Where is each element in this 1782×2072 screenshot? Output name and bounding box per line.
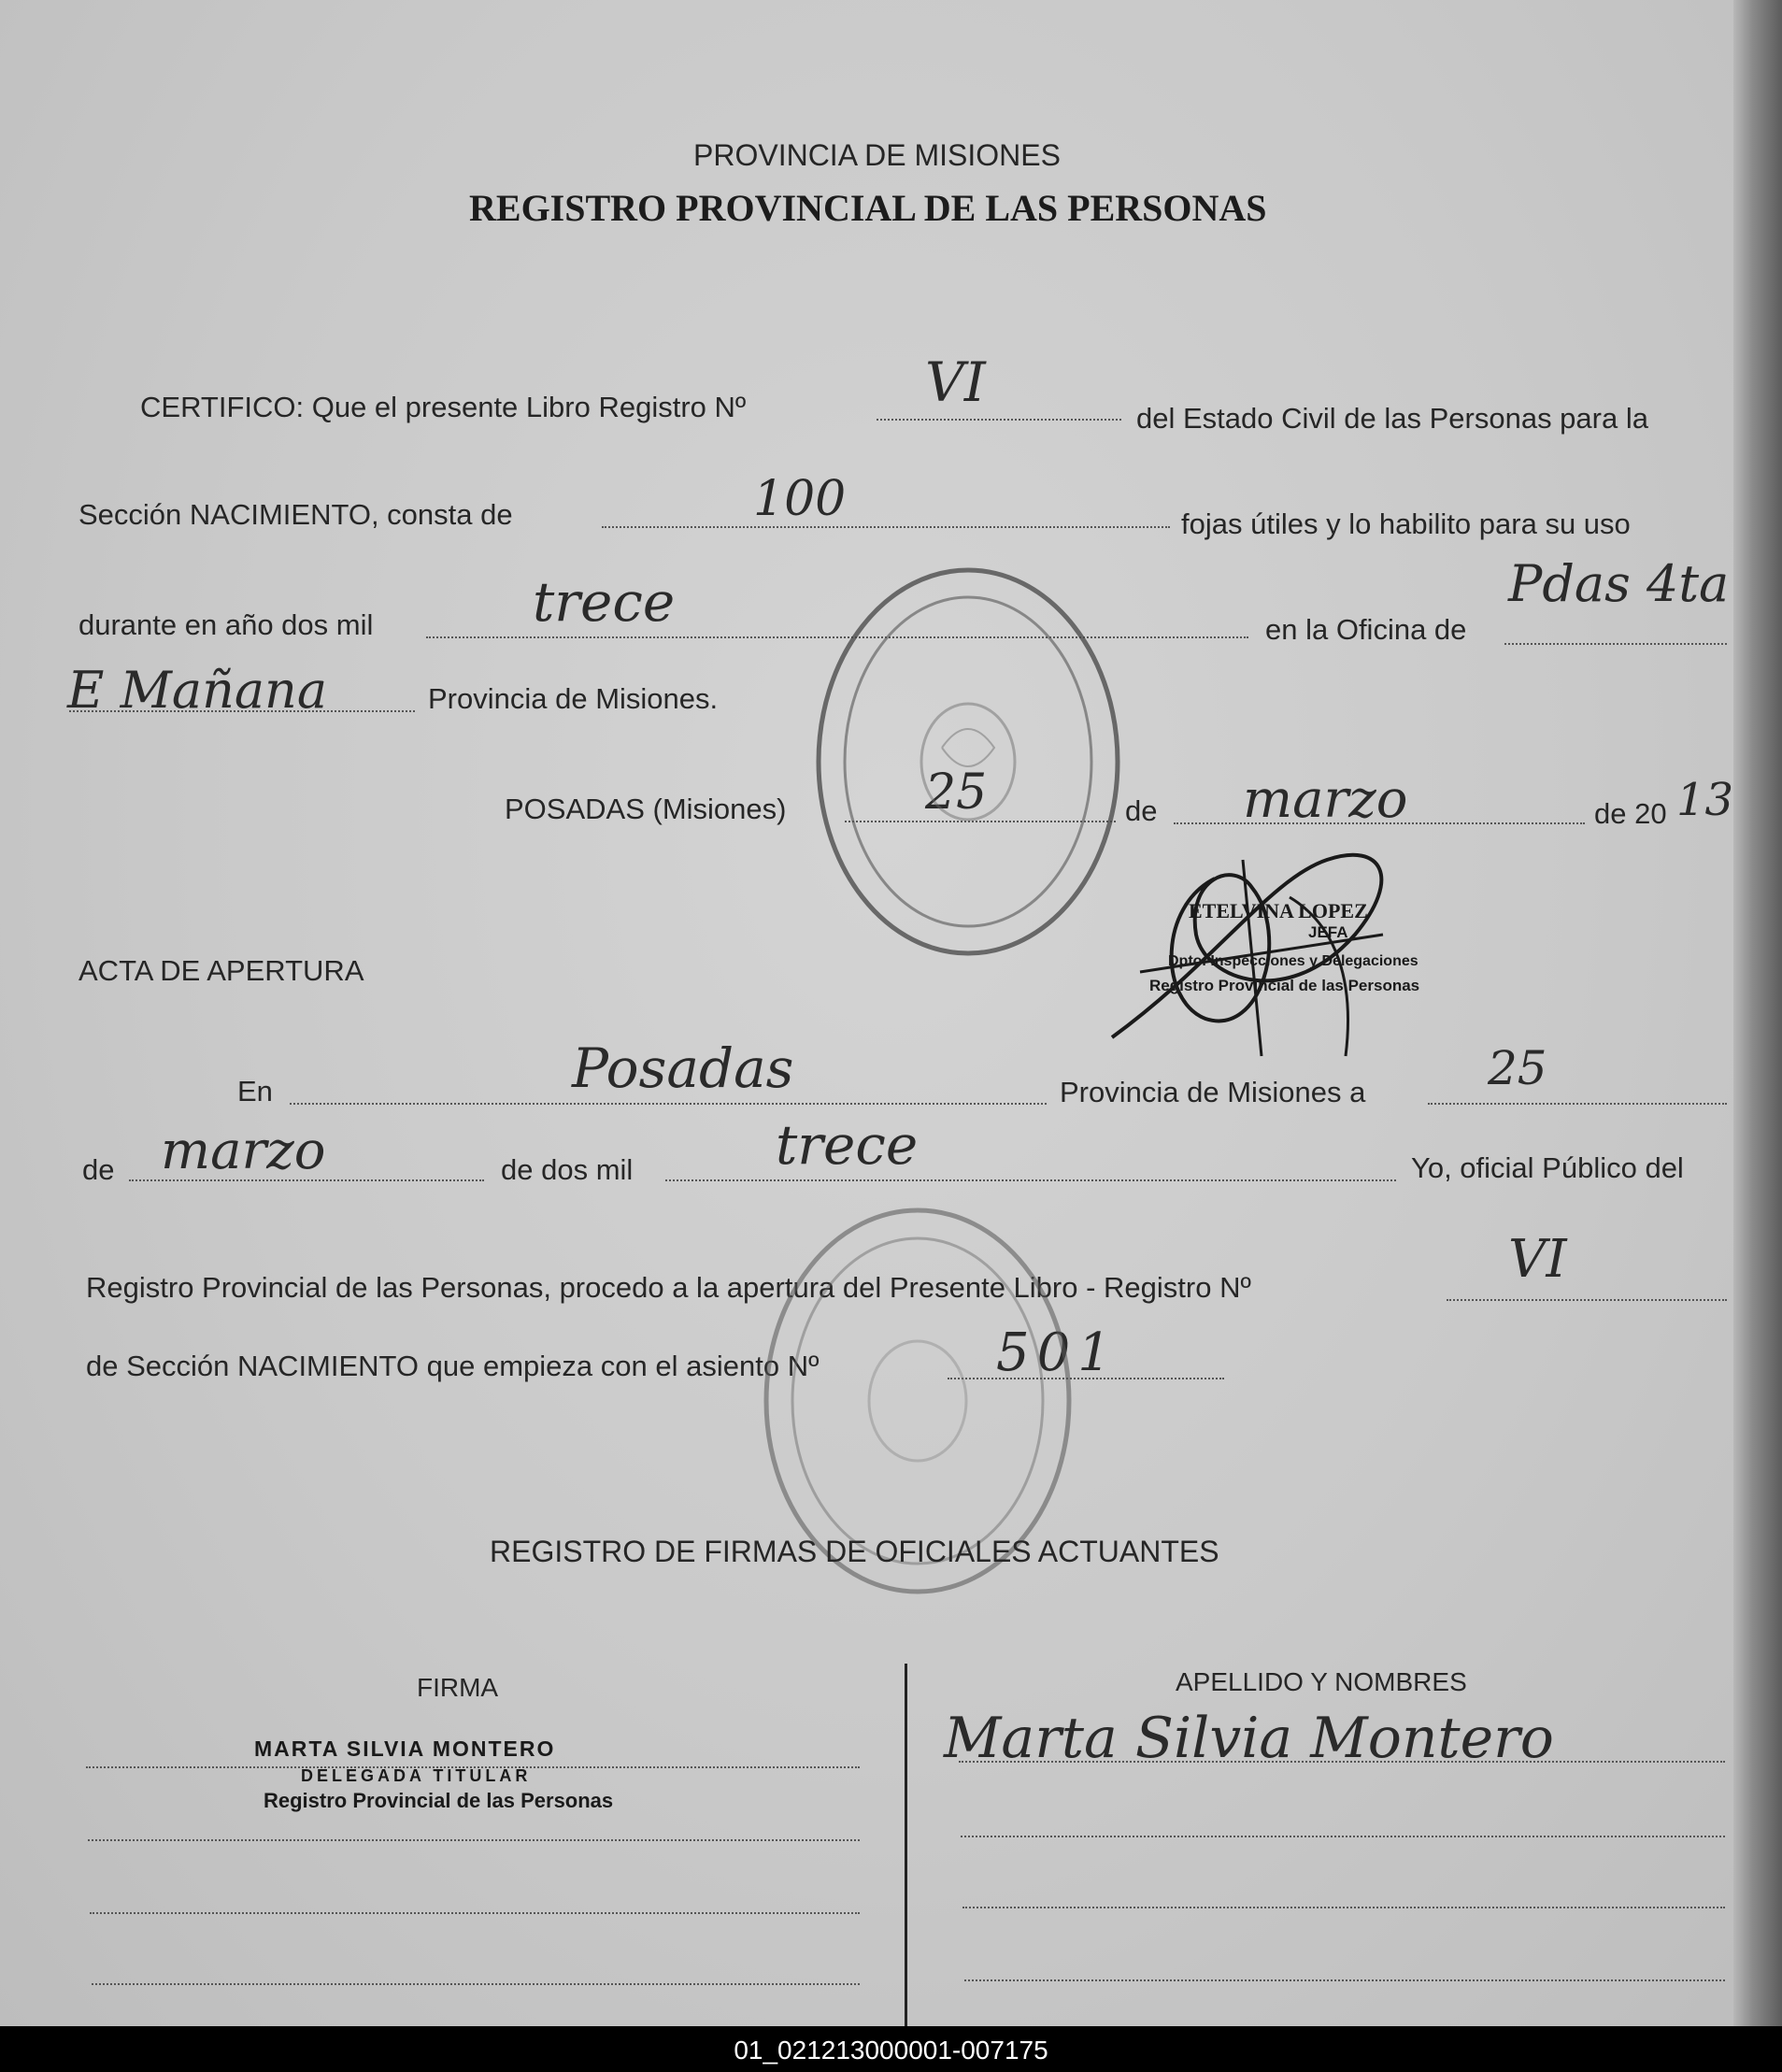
pages-line [602,526,1170,528]
registry-heading: REGISTRO PROVINCIAL DE LAS PERSONAS [469,187,1267,229]
cert-year-prefix: de 20 [1594,797,1667,830]
acta-de: de [82,1153,115,1186]
province-heading: PROVINCIA DE MISIONES [693,138,1061,172]
day-handwritten: 25 [925,764,988,821]
firma-line-2 [88,1839,860,1841]
pages-handwritten: 100 [753,471,847,527]
official-stamp-name: ETELVINA LOPEZ [1189,899,1368,922]
document-code: 01_021213000001-007175 [734,2036,1048,2065]
cert-line4-province: Provincia de Misiones. [428,682,719,715]
names-line-3 [962,1907,1725,1908]
acta-day-line [1428,1103,1727,1105]
cert-line1-text: CERTIFICO: Que el presente Libro Registro Nº [140,391,747,423]
cert-line2-text: Sección NACIMIENTO, consta de [78,498,513,531]
acta-month-handwritten: marzo [161,1121,326,1181]
year-word-handwritten: trece [533,570,676,634]
firma-line-4 [92,1983,860,1985]
official-stamp-org: Registro Provincial de las Personas [1149,977,1420,994]
acta-book-handwritten: VI [1508,1229,1567,1290]
delegate-handwritten-name: Marta Silvia Montero [944,1706,1554,1771]
official-signature-graphic [1103,822,1439,1065]
book-no-handwritten: VI [925,350,986,414]
col-names-label: APELLIDO Y NOMBRES [1176,1667,1467,1696]
delegate-stamp-org: Registro Provincial de las Personas [264,1789,614,1812]
acta-year-handwritten: trece [776,1113,919,1177]
office-handwritten-1: Pdas 4ta [1508,554,1730,613]
acta-entry-handwritten: 501 [996,1322,1119,1383]
office-line [1504,643,1727,645]
delegate-stamp-name: MARTA SILVIA MONTERO [254,1736,556,1761]
month-handwritten: marzo [1243,769,1408,830]
acta-province-text: Provincia de Misiones a [1060,1076,1366,1108]
city-line [290,1103,1047,1105]
acta-dos-mil: de dos mil [501,1153,634,1186]
year-suffix-handwritten: 13 [1676,774,1734,826]
names-line-2 [961,1836,1725,1837]
acta-line3: Registro Provincial de las Personas, procedo a la apertura del Presente Libro - Registro Nº [86,1271,1251,1304]
cert-line3-text: durante en año dos mil [78,608,374,641]
official-seal-upper [811,561,1125,963]
city-handwritten: Posadas [572,1036,794,1100]
acta-en: En [237,1075,273,1107]
cert-line3-office-label: en la Oficina de [1265,613,1467,646]
firma-line-3 [90,1912,860,1914]
book-binding-edge [1733,0,1782,2026]
official-stamp-dept: Dpto. Inspecciones y Delegaciones [1168,953,1418,969]
col-firma-label: FIRMA [417,1673,499,1702]
acta-heading: ACTA DE APERTURA [78,954,364,987]
cert-line1-end: del Estado Civil de las Personas para la [1136,402,1648,435]
acta-day-handwritten: 25 [1488,1041,1547,1095]
signatures-heading: REGISTRO DE FIRMAS DE OFICIALES ACTUANTES [490,1535,1219,1568]
acta-year-line [665,1179,1396,1181]
footer-bar [0,2026,1782,2072]
cert-de: de [1125,794,1158,827]
cert-line2-end: fojas útiles y lo habilito para su uso [1181,507,1631,540]
office-line-2 [69,710,415,712]
cert-place: POSADAS (Misiones) [505,793,787,825]
office-handwritten-2: E Mañana [67,661,328,720]
acta-book-line [1447,1299,1727,1301]
acta-line4: de Sección NACIMIENTO que empieza con el asiento Nº [86,1350,820,1382]
column-divider [905,1664,907,2026]
book-no-line [877,419,1121,421]
acta-yo: Yo, oficial Público del [1411,1151,1684,1184]
delegate-stamp-title: DELEGADA TITULAR [301,1766,532,1785]
names-line-4 [964,1979,1725,1981]
official-stamp-title: JEFA [1308,923,1348,941]
